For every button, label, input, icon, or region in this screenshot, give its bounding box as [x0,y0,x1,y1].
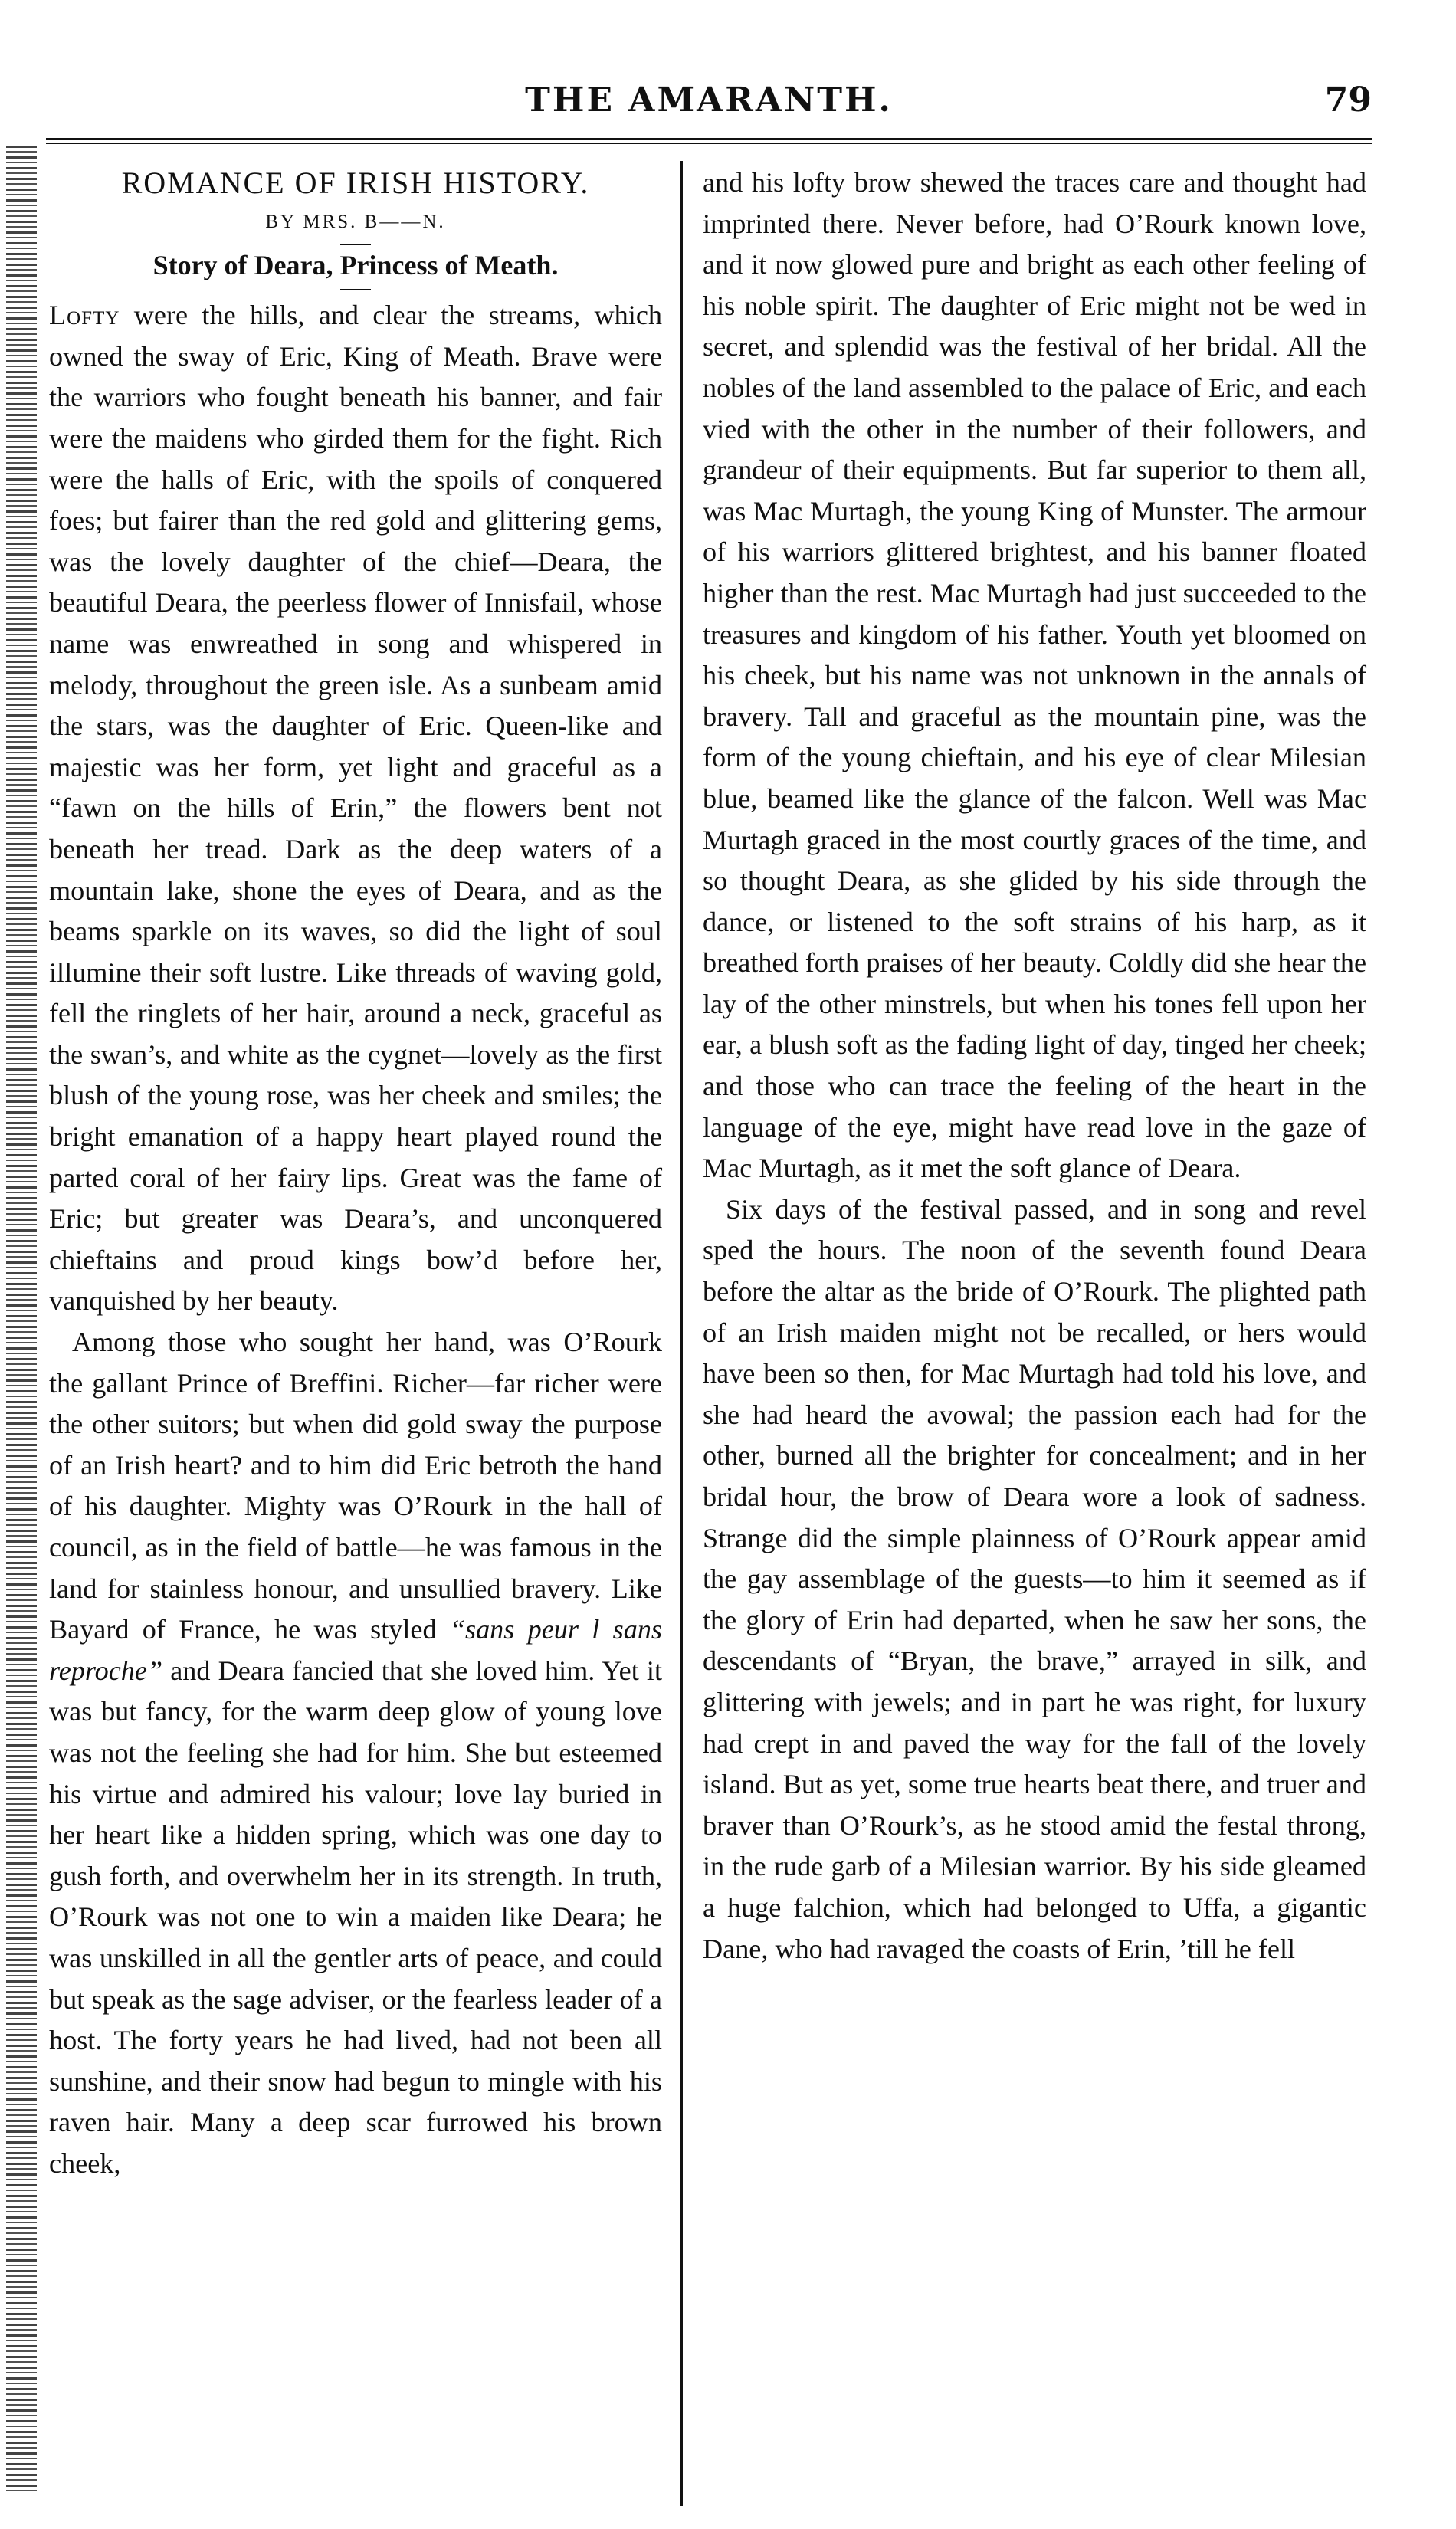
right-column [703,162,1366,1970]
paragraph-2-motto: “sans peur l sans reproche” [49,1614,662,1686]
paragraph-2-rest: and Deara fancied that she loved him. Yet it was but fancy, for the warm deep glow of young love was not the feeling she had for him. She but esteemed his virtue and admired his valour; love lay buried in her heart like a hidden spring, which was one day to gush forth, and overwhelm her in its strength. In truth, O’Rourk was not one to win a maiden like Deara; he was unskilled in all the gentler arts of peace, and could but speak as the sage adviser, or the fearless leader of a host. The forty years he had lived, had not been all sunshine, and their snow had begun to mingle with his raven hair. Many a deep scar furrowed his brown cheek, [49,1655,662,2179]
left-column [49,162,662,2185]
running-title: THE AMARANTH. [525,80,893,120]
page-number: 79 [1324,80,1372,120]
header-rule [46,138,1372,140]
paragraph-3: and his lofty brow shewed the traces care and thought had imprinted there. Never before, had O’Rourk known love, and it now glowed pure and bright as each other feeling of his noble spirit. The daughter of Eric might not be wed in secret, and splendid was the festival of her bridal. All the nobles of the land assembled to the palace of Eric, and each vied with the other in the number of their followers, and grandeur of their equipments. But far superior to them all, was Mac Murtagh, the young King of Munster. The armour of his warriors glittered brightest, and his banner floated higher than the rest. Mac Murtagh had just succeeded to the treasures and kingdom of his father. Youth yet bloomed on his cheek, but his name was not unknown in the annals of bravery. Tall and graceful as the mountain pine, was the form of the young chieftain, and his eye of clear Milesian blue, beamed like the glance of the falcon. Well was Mac Murtagh graced in the most courtly graces of the time, and so thought Deara, as she glided by his side through the dance, or listened to the soft strains of his harp, as it breathed forth praises of her beauty. Coldly did she hear the lay of the other minstrels, but when his tones fell upon her ear, a blush soft as the fading light of day, tinged her cheek; and those who can trace the feeling of the heart in the language of the eye, might have read love in the gaze of Mac Murtagh, as it met the soft glance of Deara. [703,167,1366,1184]
paragraph-2-start: Among those who sought her hand, was O’Rourk the gallant Prince of Breffini. Richer—far richer were the other suitors; but when did gold sway the purpose of an Irish heart? and to him did Eric betroth the hand of his daughter. Mighty was O’Rourk in the hall of council, as in the field of battle—he was famous in the land for stainless honour, and unsullied bravery. Like Bayard of France, he was styled [49,1327,662,1645]
article-subtitle: Story of Deara, Princess of Meath. [152,249,559,280]
subtitle-rule [340,289,371,290]
paragraph-4: Six days of the festival passed, and in song and revel sped the hours. The noon of the seventh found Deara before the altar as the bride of O’Rourk. The plighted path of an Irish maiden might not be recalled, or hers would have been so then, for Mac Murtagh had told his love, and she had heard the avowal; the passion each had for the other, burned all the brighter for concealment; and in her bridal hour, the brow of Deara wore a look of sadness. Strange did the simple plainness of O’Rourk appear amid the gay assemblage of the guests—to him it seemed as if the glory of Erin had departed, when he saw her sons, the descendants of “Bryan, the brave,” arrayed in silk, and glittering with jewels; and in part he was right, for luxury had crept in and paved the way for the fall of the lovely island. But as yet, some true hearts beat there, and truer and braver than O’Rourk’s, as he stood amid the festal throng, in the rude garb of a Milesian warrior. By his side gleamed a huge falchion, which had belonged to Uffa, a gigantic Dane, who had ravaged the coasts of Erin, ’till he fell [703,1193,1366,1964]
article-byline: BY MRS. B——N. [265,211,446,232]
paragraph-1 [49,295,662,1322]
header-rule-thin [46,143,1372,144]
column-divider [680,161,683,2506]
paragraph-2 [49,1322,662,2184]
paragraph-1-text: were the hills, and clear the streams, which owned the sway of Eric, King of Meath. Brave were the warriors who fought beneath his banner, and fair were the maidens who girded them for the fight. Rich were the halls of Eric, with the spoils of conquered foes; but fairer than the red gold and glittering gems, was the lovely daughter of the chief—Deara, the beautiful Deara, the peerless flower of Innisfail, whose name was enwreathed in song and whispered in melody, throughout the green isle. As a sunbeam amid the stars, was the daughter of Eric. Queen-like and majestic was her form, yet light and graceful as a “fawn on the hills of Erin,” the flowers bent not beneath her tread. Dark as the deep waters of a mountain lake, shone the eyes of Deara, and as the beams sparkle on its waves, so did the light of soul illumine their soft lustre. Like threads of waving gold, fell the ringlets of her hair, around a neck, graceful as the swan’s, and white as the cygnet—lovely as the first blush of the young rose, was her cheek and smiles; the bright emanation of a happy heart played round the parted coral of her fairy lips. Great was the fame of Eric; but greater was Deara’s, and unconquered chieftains and proud kings bow’d before her, vanquished by her beauty. [49,300,662,1317]
binding-edge [6,146,37,2491]
article-title: ROMANCE OF IRISH HISTORY. [121,166,590,200]
page-header [46,80,1372,126]
opening-word: Lofty [49,300,120,331]
